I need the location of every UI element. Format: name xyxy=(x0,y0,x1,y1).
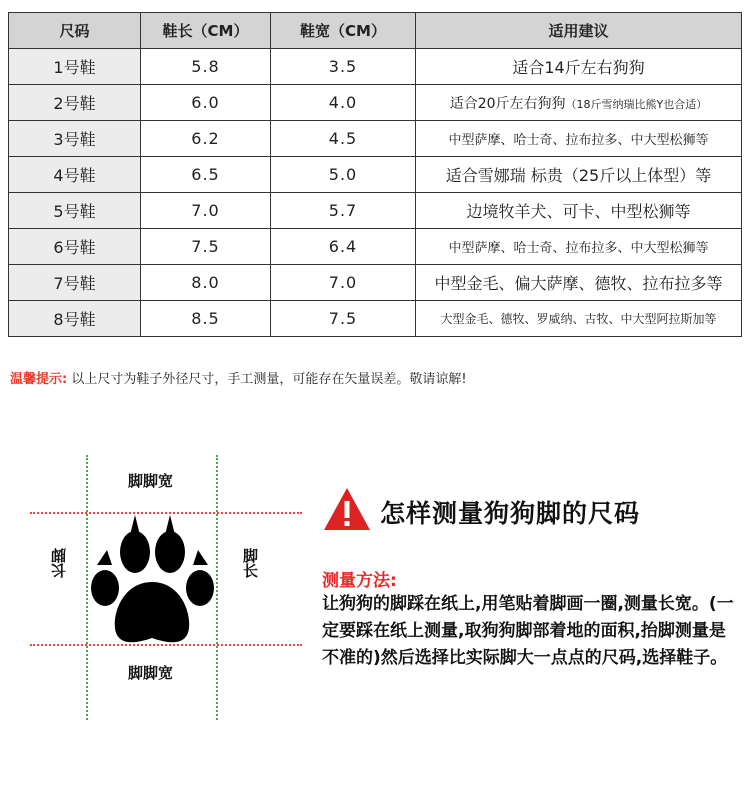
size-cell: 3号鞋 xyxy=(9,121,141,157)
size-cell: 5号鞋 xyxy=(9,193,141,229)
method-text: 让狗狗的脚踩在纸上,用笔贴着脚画一圈,测量长宽。(一定要踩在纸上测量,取狗狗脚部着地的面积,抬脚测量是不准的)然后选择比实际脚大一点点的尺码,选择鞋子。 xyxy=(322,594,734,668)
advice-cell xyxy=(416,85,742,121)
width-cell: 3.5 xyxy=(271,49,416,85)
length-cell: 6.2 xyxy=(141,121,271,157)
width-cell: 6.4 xyxy=(271,229,416,265)
size-cell: 8号鞋 xyxy=(9,301,141,337)
size-table xyxy=(8,12,742,337)
tip-text: 以上尺寸为鞋子外径尺寸，手工测量，可能存在矢量误差。敬请谅解! xyxy=(67,372,467,387)
length-label-right: 脚长 xyxy=(241,548,259,578)
size-cell: 2号鞋 xyxy=(9,85,141,121)
advice-text: 适合20斤左右狗狗 xyxy=(449,95,566,112)
table-row xyxy=(9,49,742,85)
advice-text: 中型萨摩、哈士奇、拉布拉多、中大型松狮等 xyxy=(448,241,709,256)
advice-cell xyxy=(416,193,742,229)
header-size: 尺码 xyxy=(9,13,141,49)
advice-cell xyxy=(416,265,742,301)
width-cell: 7.5 xyxy=(271,301,416,337)
length-cell: 7.5 xyxy=(141,229,271,265)
size-cell: 6号鞋 xyxy=(9,229,141,265)
width-cell: 4.5 xyxy=(271,121,416,157)
advice-cell xyxy=(416,49,742,85)
table-row xyxy=(9,121,742,157)
length-cell: 8.5 xyxy=(141,301,271,337)
length-label-left: 长脚 xyxy=(50,548,68,578)
advice-text: 适合雪娜瑞 标贵（25斤以上体型）等 xyxy=(445,166,712,185)
tip xyxy=(10,368,467,387)
advice-cell xyxy=(416,229,742,265)
width-cell: 4.0 xyxy=(271,85,416,121)
advice-text: 中型萨摩、哈士奇、拉布拉多、中大型松狮等 xyxy=(448,133,709,148)
advice-text: 大型金毛、德牧、罗威纳、古牧、中大型阿拉斯加等 xyxy=(440,312,717,326)
size-cell: 7号鞋 xyxy=(9,265,141,301)
size-cell: 4号鞋 xyxy=(9,157,141,193)
table-row xyxy=(9,157,742,193)
length-cell: 5.8 xyxy=(141,49,271,85)
width-cell: 5.0 xyxy=(271,157,416,193)
table-row xyxy=(9,301,742,337)
paw-icon xyxy=(85,510,220,650)
size-cell: 1号鞋 xyxy=(9,49,141,85)
width-label-bottom: 脚脚宽 xyxy=(128,664,174,682)
header-length: 鞋长（CM） xyxy=(141,13,271,49)
advice-text: 中型金毛、偏大萨摩、德牧、拉布拉多等 xyxy=(434,274,723,293)
advice-text: 适合14斤左右狗狗 xyxy=(512,58,645,77)
table-row xyxy=(9,265,742,301)
length-cell: 7.0 xyxy=(141,193,271,229)
length-cell: 6.0 xyxy=(141,85,271,121)
advice-cell xyxy=(416,121,742,157)
tip-label: 温馨提示: xyxy=(10,372,68,387)
width-label-top: 脚脚宽 xyxy=(128,472,174,490)
header-width: 鞋宽（CM） xyxy=(271,13,416,49)
width-cell: 5.7 xyxy=(271,193,416,229)
method-label: 测量方法: xyxy=(322,571,397,591)
advice-text: 边境牧羊犬、可卡、中型松狮等 xyxy=(466,202,691,221)
table-row xyxy=(9,85,742,121)
header-advice: 适用建议 xyxy=(416,13,742,49)
advice-cell xyxy=(416,157,742,193)
width-cell: 7.0 xyxy=(271,265,416,301)
howto-title: 怎样测量狗狗脚的尺码 xyxy=(380,499,641,528)
table-header xyxy=(9,13,742,49)
length-cell: 8.0 xyxy=(141,265,271,301)
warning-icon xyxy=(322,486,372,532)
advice-note: （18斤雪纳瑞比熊Y也合适） xyxy=(565,97,708,111)
table-row xyxy=(9,193,742,229)
table-row xyxy=(9,229,742,265)
advice-cell xyxy=(416,301,742,337)
length-cell: 6.5 xyxy=(141,157,271,193)
